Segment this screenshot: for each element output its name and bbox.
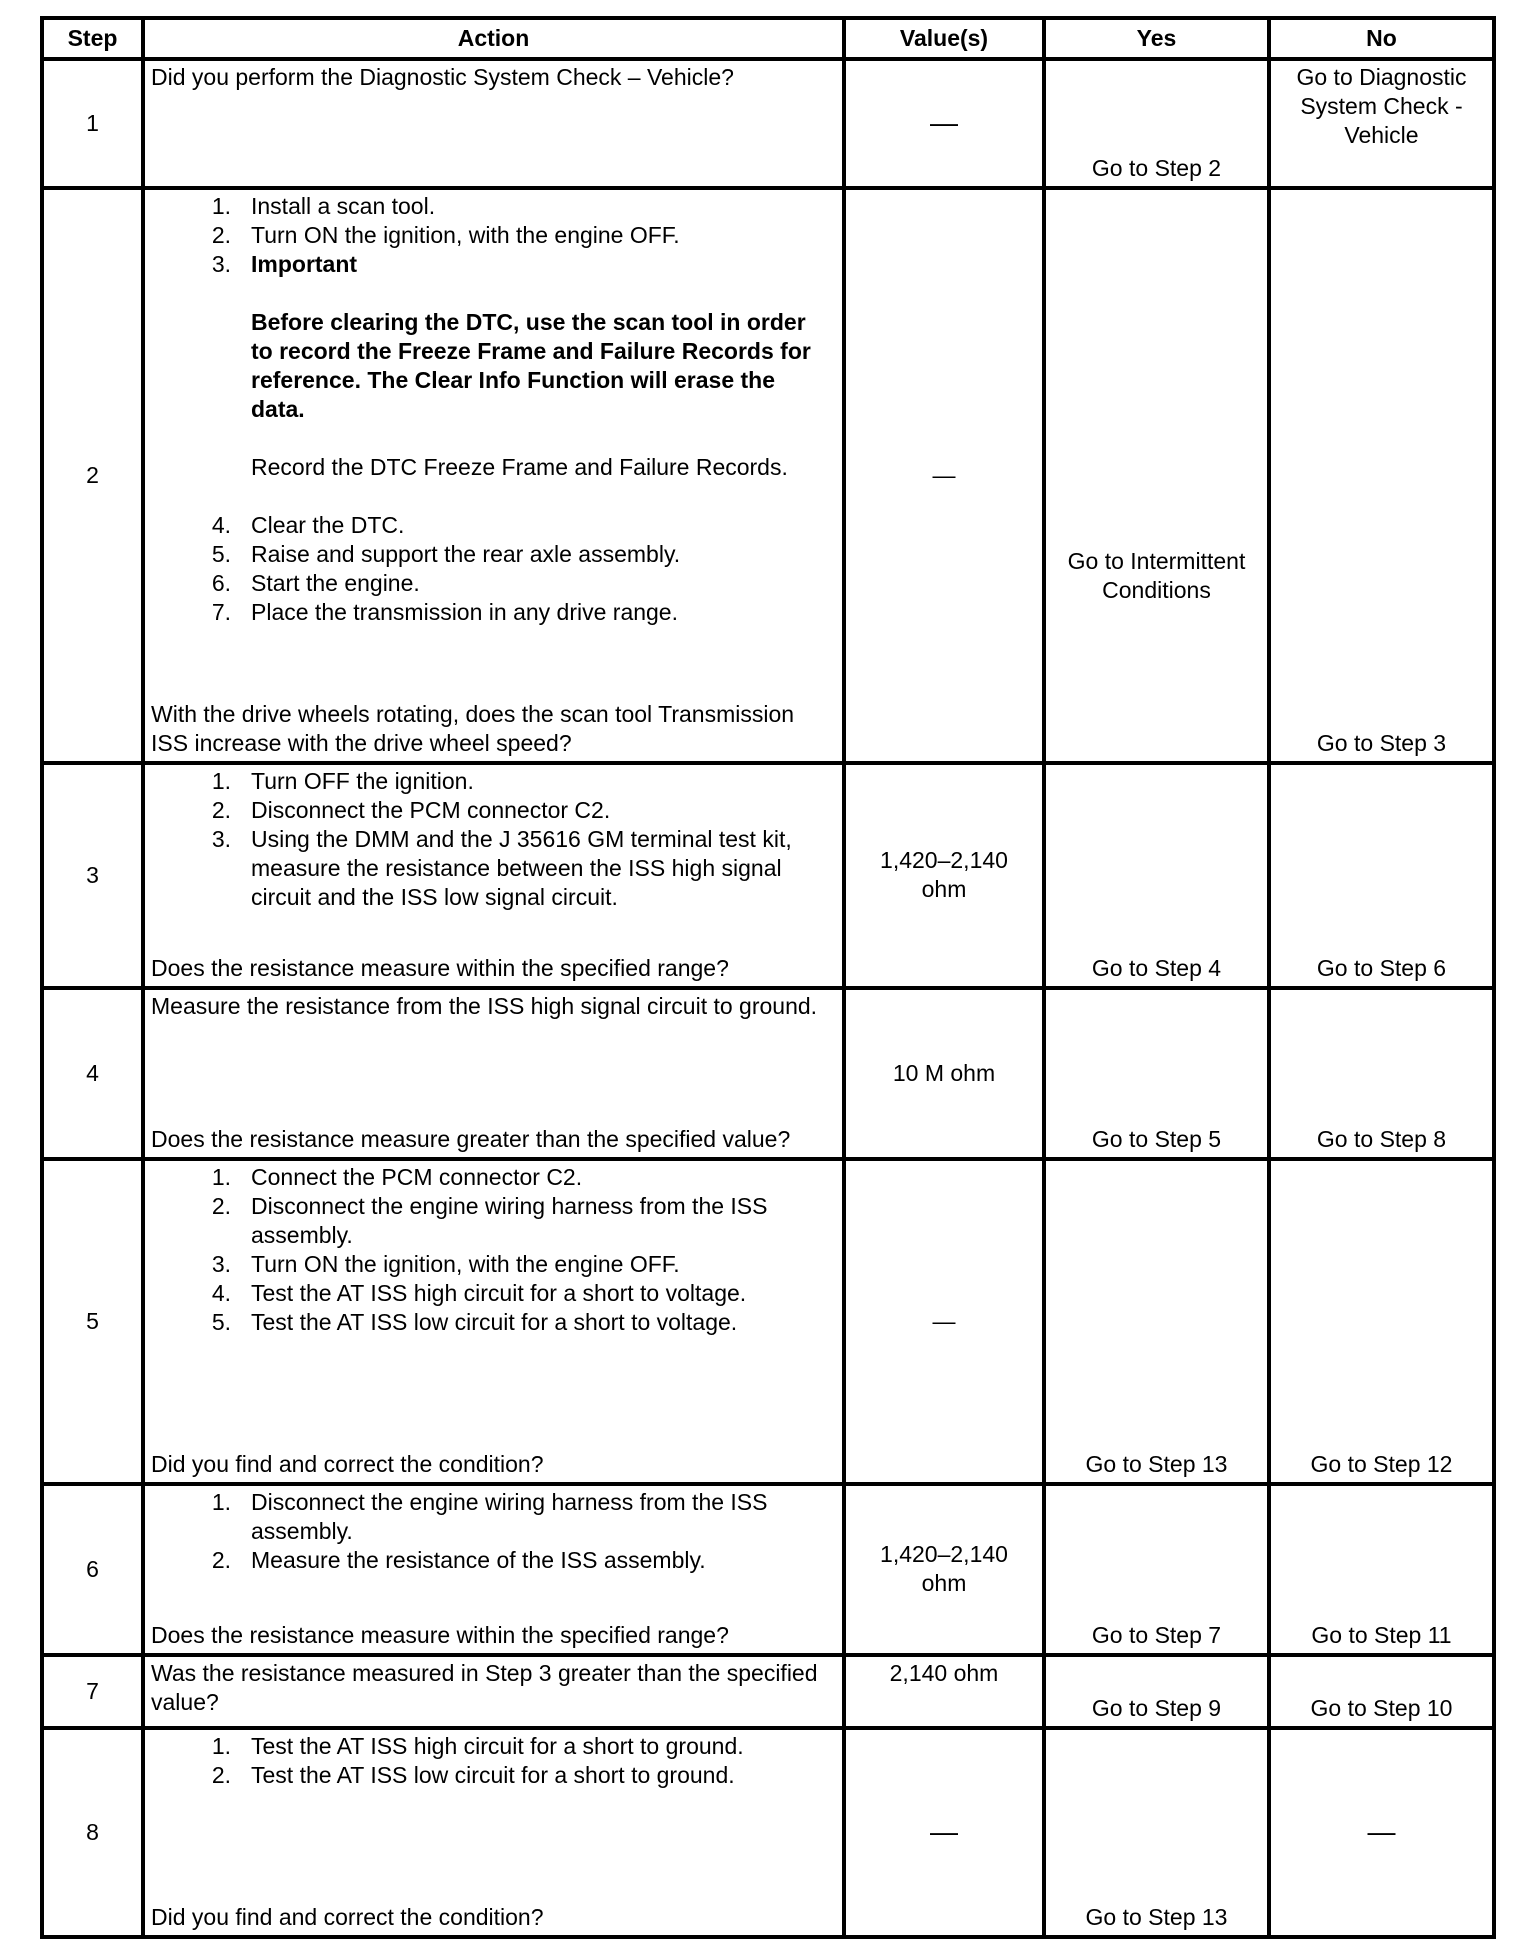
value-cell [844,1728,1044,1937]
yes-link[interactable]: Go to Intermittent Conditions [1067,548,1246,603]
no-cell [1269,1728,1494,1937]
table-row [42,59,1494,188]
list-item: 4. Test the AT ISS high circuit for a short to voltage. [211,1280,747,1306]
value-text: 10 M ohm [892,1059,996,1086]
action-cell [143,1159,844,1484]
action-cell [143,988,844,1159]
yes-link[interactable]: Go to Step 13 [1085,1451,1228,1477]
header-step: Step [42,18,143,59]
step-number: 8 [42,1728,143,1937]
no-cell [1269,988,1494,1159]
no-cell [1269,1484,1494,1655]
value-cell [844,188,1044,763]
table-row [42,1655,1494,1728]
yes-link[interactable]: Go to Step 7 [1091,1622,1222,1648]
diagnostic-table [40,16,1496,1939]
action-list [151,1488,836,1575]
value-cell [844,1159,1044,1484]
action-list [151,192,836,279]
step-number: 4 [42,988,143,1159]
step-number: 6 [42,1484,143,1655]
record-instruction: Record the DTC Freeze Frame and Failure Records. [251,454,788,480]
yes-cell [1044,988,1269,1159]
no-value: — [1367,1815,1396,1847]
action-list [151,1163,836,1337]
no-link[interactable]: Go to Step 10 [1310,1695,1453,1721]
list-item: 2. Disconnect the engine wiring harness from the ISS assembly. [211,1193,768,1248]
yes-link[interactable]: Go to Step 13 [1085,1904,1228,1930]
no-link[interactable]: Go to Step 12 [1310,1451,1453,1477]
table-row [42,1484,1494,1655]
yes-cell [1044,188,1269,763]
action-question: Does the resistance measure greater than the specified value? [151,1126,791,1152]
header-values: Value(s) [844,18,1044,59]
value-text: — [930,1815,958,1847]
list-item: 4. Clear the DTC. [211,512,405,538]
header-row [42,18,1494,59]
action-cell [143,59,844,188]
action-question: Does the resistance measure within the specified range? [151,1622,729,1648]
step-number: 3 [42,763,143,988]
yes-cell [1044,1655,1269,1728]
no-cell [1269,763,1494,988]
action-question: With the drive wheels rotating, does the scan tool Transmission ISS increase with the drive wheel speed? [151,701,795,756]
list-item: 5. Test the AT ISS low circuit for a short to voltage. [211,1309,738,1335]
value-cell [844,1484,1044,1655]
value-cell [844,988,1044,1159]
list-item: 2. Turn ON the ignition, with the engine OFF. [211,222,680,248]
value-text: — [930,106,958,138]
value-text: — [932,1307,956,1334]
yes-cell [1044,59,1269,188]
list-item: 6. Start the engine. [211,570,420,596]
yes-link[interactable]: Go to Step 9 [1091,1695,1222,1721]
list-item: 2. Disconnect the PCM connector C2. [211,797,611,823]
list-item: 1. Turn OFF the ignition. [211,768,474,794]
list-item: 1. Test the AT ISS high circuit for a short to ground. [211,1733,744,1759]
value-text: 1,420–2,140 ohm [880,1541,1008,1596]
no-cell [1269,1655,1494,1728]
value-cell [844,1655,1044,1728]
table-row [42,1159,1494,1484]
action-cell [143,763,844,988]
list-item: 1. Install a scan tool. [211,193,436,219]
list-item: 7. Place the transmission in any drive range. [211,599,678,625]
table-row [42,988,1494,1159]
action-cell [143,1655,844,1728]
header-action: Action [143,18,844,59]
no-link[interactable]: Go to Step 8 [1316,1126,1447,1152]
list-item: 2. Measure the resistance of the ISS assembly. [211,1547,706,1573]
value-text: 2,140 ohm [889,1660,999,1686]
no-cell [1269,59,1494,188]
yes-link[interactable]: Go to Step 4 [1091,955,1222,981]
list-item: 1. Disconnect the engine wiring harness from the ISS assembly. [211,1489,768,1544]
table-row [42,763,1494,988]
value-text: 1,420–2,140 ohm [880,847,1008,902]
no-cell [1269,1159,1494,1484]
no-cell [1269,188,1494,763]
no-link[interactable]: Go to Step 6 [1316,955,1447,981]
action-cell [143,1484,844,1655]
yes-cell [1044,1484,1269,1655]
step-number: 7 [42,1655,143,1728]
action-question: Did you find and correct the condition? [151,1451,544,1477]
step-number: 5 [42,1159,143,1484]
action-cell [143,188,844,763]
value-cell [844,59,1044,188]
action-question: Did you perform the Diagnostic System Check – Vehicle? [151,64,734,90]
action-cell [143,1728,844,1937]
action-question: Does the resistance measure within the specified range? [151,955,729,981]
yes-link[interactable]: Go to Step 2 [1091,155,1222,181]
action-list [151,767,836,912]
action-text: Measure the resistance from the ISS high signal circuit to ground. [151,993,818,1019]
table-row [42,188,1494,763]
value-text: — [932,461,956,488]
list-item: 3. Turn ON the ignition, with the engine OFF. [211,1251,680,1277]
action-list [151,1732,836,1790]
header-yes: Yes [1044,18,1269,59]
action-question: Did you find and correct the condition? [151,1904,544,1930]
yes-cell [1044,1159,1269,1484]
list-item: 2. Test the AT ISS low circuit for a short to ground. [211,1762,735,1788]
important-note: Before clearing the DTC, use the scan tool in order to record the Freeze Frame and Failure Records for reference. The Clear Info Function will erase the data. [251,309,811,422]
step-number: 2 [42,188,143,763]
step-number: 1 [42,59,143,188]
yes-cell [1044,763,1269,988]
list-item: 1. Connect the PCM connector C2. [211,1164,583,1190]
yes-link[interactable]: Go to Step 5 [1091,1126,1222,1152]
action-question: Was the resistance measured in Step 3 greater than the specified value? [151,1660,818,1715]
table-row [42,1728,1494,1937]
no-link[interactable]: Go to Diagnostic System Check - Vehicle [1296,64,1467,148]
list-item: 5. Raise and support the rear axle assembly. [211,541,681,567]
no-link[interactable]: Go to Step 11 [1311,1622,1452,1648]
list-item: 3. Using the DMM and the J 35616 GM terminal test kit, measure the resistance between the ISS high signal circuit and the ISS low signal circuit. [211,826,792,910]
list-item: 3. Important [211,251,358,277]
yes-cell [1044,1728,1269,1937]
header-no: No [1269,18,1494,59]
value-cell [844,763,1044,988]
action-list [151,511,836,627]
no-link[interactable]: Go to Step 3 [1316,730,1447,756]
